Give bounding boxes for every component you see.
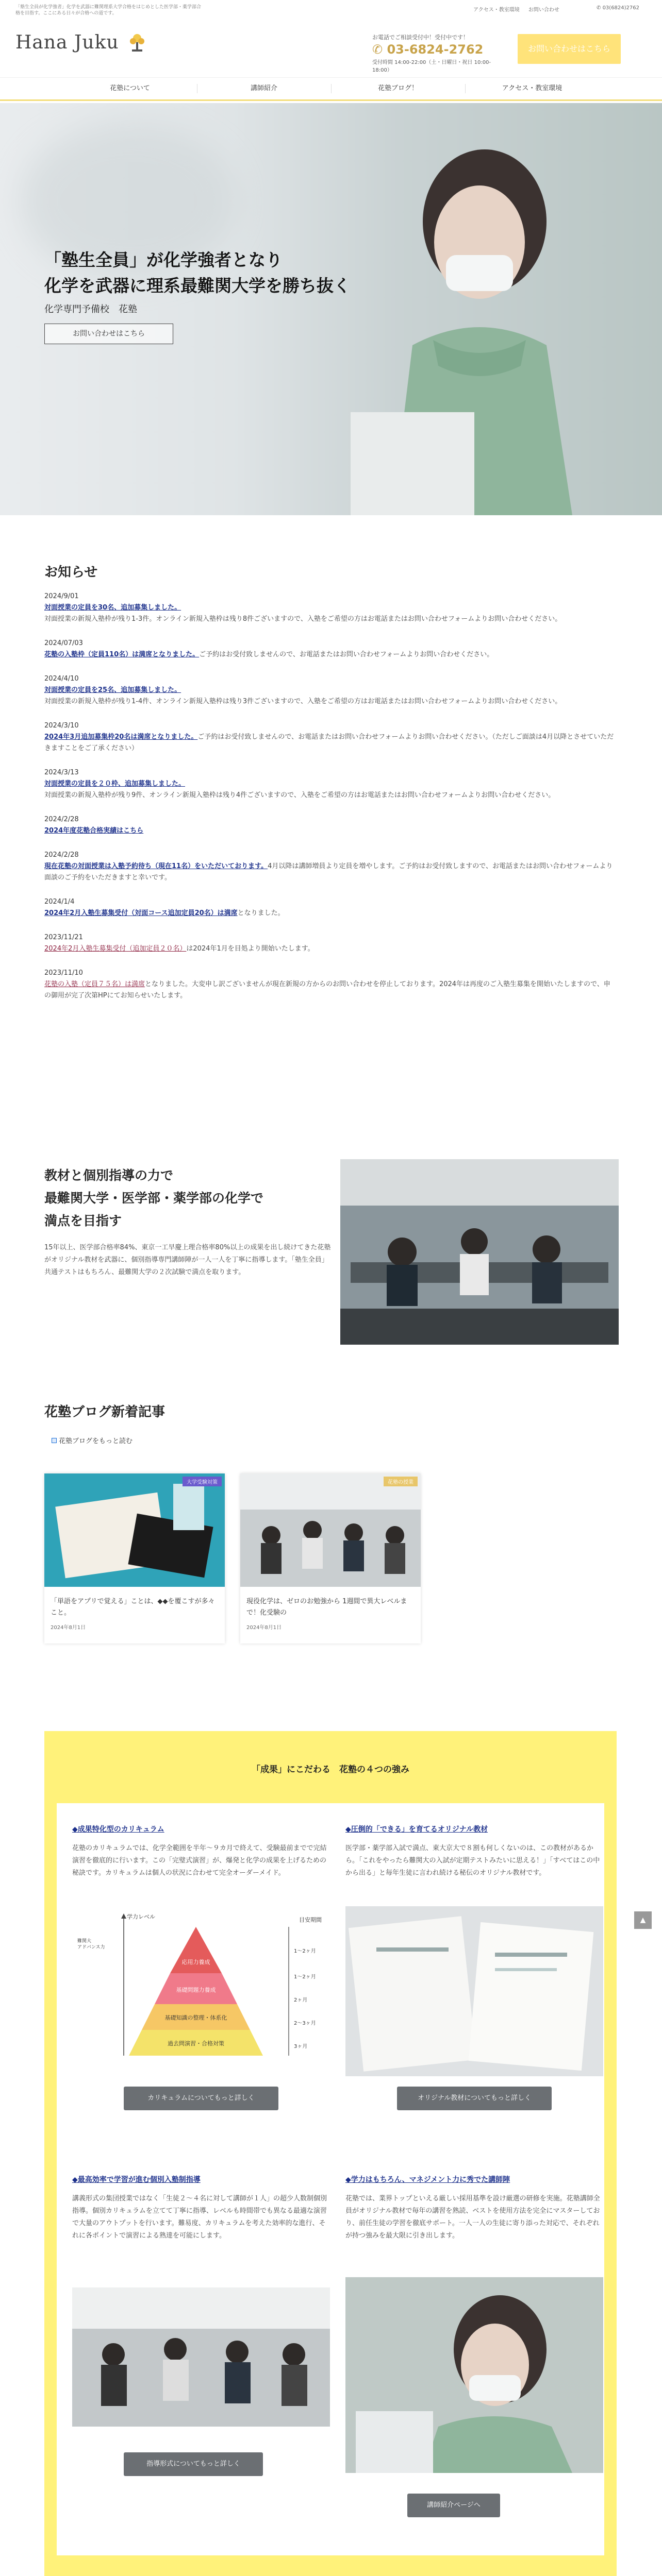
header-tagline: 「塾生全員が化学強者」化学を武器に難関理系大学合格をはじめとした医学部・薬学部合格を目指す。ここにある日々が合格への道です。	[15, 5, 202, 16]
news-text: 対面授業の新規入塾枠が残り9件、オンライン新規入塾枠は残り4件ございますので、入塾をご希望の方はお電話またはお問い合わせフォームよりお問い合わせください。	[44, 791, 555, 799]
contact-block	[372, 33, 506, 73]
news-highlight[interactable]: 花塾の入塾枠（定員110名）は満席となりました。	[44, 651, 200, 658]
teaching-title	[44, 1164, 263, 1232]
news-body	[44, 602, 617, 625]
classroom-photo	[340, 1159, 619, 1345]
hero-title-line1: 「塾生全員」が化学強者となり	[44, 250, 283, 270]
news-text: となりました。大変申し訳ございませんが現在新規の方からのお問い合わせを停止しております。2024年は再度のご入塾生募集を開始いたしますので、申の御用が完了次第HPにてお知らせいたします。	[44, 980, 610, 999]
news-body	[44, 649, 617, 660]
features-panel	[57, 1803, 604, 2555]
news-item	[44, 934, 617, 955]
news-text: は2024年1月を目処より開始いたします。	[186, 945, 315, 953]
news-highlight[interactable]: 対面授業の定員を30名、追加募集しました。	[44, 604, 181, 612]
site-header	[0, 0, 662, 77]
teaching-title-line3: 満点を目指す	[44, 1213, 122, 1228]
news-item	[44, 816, 617, 837]
teaching-text: 15年以上、医学部合格率84%、東京一工早慶上理合格率80%以上の成果を出し続けてきた花塾がオリジナル教材を武器に、個別指導専門講師陣が一人一人を丁寧に指導します。「塾生全員」共通テストはもちろん、最難関大学の２次試験で満点を取ります。	[44, 1244, 331, 1276]
feature-1-heading: ◆成果特化型のカリキュラム	[72, 1825, 164, 1834]
news-date: 2023/11/10	[44, 969, 83, 977]
blog-card-date: 2024年8月1日	[246, 1625, 282, 1631]
news-date: 2024/3/10	[44, 722, 79, 730]
news-body	[44, 825, 617, 837]
pyramid-level-base: 基礎知識の整理・体系化	[164, 2014, 227, 2021]
blog-thumbnail	[44, 1473, 225, 1587]
header-links	[473, 5, 567, 13]
news-heading: お知らせ	[44, 565, 98, 580]
news-text: 対面授業の新規入塾枠が残り1-3件。オンライン新規入塾枠は残り8件ございますので、入塾をご希望の方はお電話またはお問い合わせフォームよりお問い合わせください。	[44, 615, 562, 623]
pyramid-month-2: 1〜2ヶ月	[294, 1974, 316, 1980]
teaching-style-detail-button[interactable]: 指導形式についてもっと詳しく	[124, 2452, 263, 2476]
blog-card[interactable]	[240, 1473, 421, 1643]
hero-section	[0, 103, 662, 515]
teacher-photo	[345, 2277, 603, 2473]
nav-item-about[interactable]: 花塾について	[110, 84, 150, 92]
flower-logo-icon	[127, 31, 147, 54]
news-body	[44, 732, 617, 754]
pyramid-goal-label-2: アドバンス力	[77, 1945, 105, 1950]
news-item	[44, 898, 617, 919]
news-date: 2024/07/03	[44, 639, 83, 647]
news-highlight[interactable]: 2024年3月追加募集枠20名は満席となりました。	[44, 733, 198, 741]
news-highlight[interactable]: 対面授業の定員を25名、追加募集しました。	[44, 686, 181, 694]
pyramid-month-5: 3ヶ月	[294, 2044, 308, 2049]
textbook-photo	[345, 1906, 603, 2076]
contact-note: お電話でご相談受付中！受付中です！	[372, 34, 469, 41]
pyramid-axis-label: 学力レベル	[127, 1913, 155, 1920]
news-highlight[interactable]: 対面授業の定員を２０枠、追加募集しました。	[44, 780, 186, 788]
contact-phone-number: 03-6824-2762	[387, 42, 484, 57]
news-date: 2024/2/28	[44, 816, 79, 823]
feature-1-text: 花塾のカリキュラムでは、化学全範囲を半年〜９カ月で終えて、受験最前までで完結演習を徹底的に行います。この「完璧式演習」が、爆発と化学の成果を上げるための秘訣です。カリキュラムは個人の状況に合わせて完全オーダーメイド。	[72, 1844, 327, 1877]
news-highlight[interactable]: 2024年2月入塾生募集受付（対面コース追加定員20名）は満席	[44, 909, 238, 917]
classroom-teaching-photo	[72, 2287, 330, 2427]
nav-item-access[interactable]: アクセス・教室環境	[465, 78, 599, 99]
header-tel-number: 03(6824)2762	[602, 5, 639, 11]
news-body	[44, 778, 617, 801]
blog-more-icon	[52, 1438, 57, 1443]
news-highlight[interactable]: 2024年2月入塾生募集受付（追加定員２０名）	[44, 945, 187, 953]
header-tel-small[interactable]: ✆ 03(6824)2762	[597, 5, 639, 11]
blog-heading: 花塾ブログ新着記事	[44, 1404, 166, 1420]
news-date: 2023/11/21	[44, 934, 83, 941]
news-item	[44, 969, 617, 1002]
textbook-detail-button[interactable]: オリジナル教材についてもっと詳しく	[397, 2087, 552, 2110]
hero-contact-button[interactable]: お問い合わせはこちら	[44, 324, 173, 344]
hero-title	[44, 247, 351, 299]
contact-hours: 受付時間 14:00-22:00（土・日曜日・祝日 10:00-18:00）	[372, 60, 491, 73]
pyramid-level-basic: 基礎問題力養成	[176, 1987, 216, 1993]
blog-more-link[interactable]	[52, 1435, 133, 1445]
header-contact-button[interactable]: お問い合わせはこちら	[518, 34, 621, 64]
curriculum-pyramid-diagram	[67, 1906, 335, 2061]
curriculum-detail-button[interactable]: カリキュラムについてもっと詳しく	[124, 2087, 278, 2110]
news-text: となりました。	[237, 909, 285, 917]
feature-4-heading: ◆学力はもちろん、マネジメント力に秀でた講師陣	[345, 2176, 510, 2184]
pyramid-month-4: 2〜3ヶ月	[294, 2021, 316, 2026]
teaching-title-line1: 教材と個別指導の力で	[44, 1168, 174, 1183]
pyramid-months-label: 目安期間	[299, 1917, 322, 1923]
news-text: ご予約はお受付致しませんので、お電話またはお問い合わせフォームよりお問い合わせください。	[199, 651, 494, 658]
teachers-page-button[interactable]: 講師紹介ページへ	[407, 2494, 500, 2517]
blog-category-badge: 花塾の授業	[384, 1477, 418, 1486]
blog-card-date: 2024年8月1日	[51, 1625, 86, 1631]
features-section	[44, 1731, 617, 2576]
news-highlight[interactable]: 現在花塾の対面授業は入塾予約待ち（現在11名）をいただいております。	[44, 862, 268, 870]
nav-item-blog[interactable]: 花塾ブログ！	[331, 78, 465, 99]
header-link-access[interactable]: アクセス・教室環境	[473, 7, 520, 13]
feature-2-heading: ◆圧倒的「できる」を育てるオリジナル教材	[345, 1825, 488, 1834]
news-date: 2024/4/10	[44, 675, 79, 683]
nav-item-teachers[interactable]: 講師紹介	[197, 78, 331, 99]
pyramid-level-exam: 過去問演習・合格対策	[168, 2040, 224, 2047]
news-text: 4月以降は講師増員より定員を増やします。ご予約はお受付致しますので、お電話またはお問い合わせフォームより面談のご予約をいただきますと幸いです。	[44, 862, 613, 882]
news-item	[44, 722, 617, 754]
contact-phone[interactable]: ✆ 03-6824-2762	[372, 42, 484, 57]
blog-card[interactable]	[44, 1473, 225, 1643]
blog-card-title: 現役化学は、ゼロのお勉強から 1週間で異大レベルまで！化受験の	[246, 1598, 407, 1617]
header-link-contact[interactable]: お問い合わせ	[528, 7, 559, 13]
news-date: 2024/3/13	[44, 769, 79, 776]
news-item	[44, 851, 617, 884]
news-body	[44, 861, 617, 884]
main-nav	[0, 77, 662, 101]
blog-more-label: 花塾ブログをもっと読む	[59, 1437, 133, 1445]
blog-thumbnail	[240, 1473, 421, 1587]
news-date: 2024/1/4	[44, 898, 75, 906]
news-body	[44, 908, 617, 919]
news-item	[44, 769, 617, 801]
news-list	[44, 592, 617, 1016]
feature-4-text: 花塾では、業界トップといえる厳しい採用基準を設け厳選の研修を実施。花塾講師全員がオリジナル教材で毎年の講習を熟読、ベストを使用方法を完全にマスターしており、前任生徒の学習を徹底サポート。一人一人の生徒に寄り添った対応で、それぞれが持つ強みを最大限に引き出します。	[345, 2195, 600, 2240]
pyramid-goal-label: 難関大	[77, 1939, 92, 1944]
news-item	[44, 592, 617, 625]
pyramid-month-3: 2ヶ月	[294, 1997, 308, 2003]
feature-3-text: 講義形式の集団授業ではなく「生徒２〜４名に対して講師が１人」の超少人数制個別指導。個別カリキュラムを立てて丁寧に指導、レベルも時間帯でも異なる最適な演習で大量のアウトプットを行います。難易度、カリキュラムを考えた効率的な進行、それに各ポイントで演習による熟達を可能にします。	[72, 2195, 327, 2240]
news-item	[44, 639, 617, 660]
features-heading: 「成果」にこだわる 花塾の４つの強み	[252, 1765, 409, 1775]
hero-subtitle: 化学専門予備校 花塾	[44, 304, 137, 315]
news-highlight[interactable]: 花塾の入塾（定員７５名）は満席	[44, 980, 145, 988]
hero-student-image	[330, 124, 598, 515]
pyramid-month-1: 1〜2ヶ月	[294, 1948, 316, 1954]
feature-2-text: 医学部・薬学部入試で満点、東大京大で８割も何しくないのは、この教材があるから。「これをやったら難関大の入試が定期テストみたいに思える！」「すべてはこの中から出る」と毎年生徒に言われ続ける秘伝のオリジナル教材です。	[345, 1844, 600, 1877]
news-date: 2024/9/01	[44, 592, 79, 600]
news-body	[44, 979, 617, 1002]
news-text: ご予約はお受付致しませんので、お電話またはお問い合わせフォームよりお問い合わせください。（ただしご面談は4月以降とさせていただきますことをご了承ください）	[44, 733, 614, 752]
teaching-title-line2: 最難関大学・医学部・薬学部の化学で	[44, 1191, 264, 1206]
news-highlight[interactable]: 2024年度花塾合格実績はこちら	[44, 827, 144, 835]
news-item	[44, 675, 617, 707]
news-text: 対面授業の新規入塾枠が残り1-4件、オンライン新規入塾枠は残り3件ございますので、入塾をご希望の方はお電話またはお問い合わせフォームよりお問い合わせください。	[44, 698, 562, 705]
site-logo[interactable]: Hana Juku	[15, 32, 119, 53]
feature-3-heading: ◆最高効率で学習が進む個別入塾制指導	[72, 2176, 201, 2184]
news-body	[44, 685, 617, 707]
hero-title-line2: 化学を武器に理系最難関大学を勝ち抜く	[44, 276, 351, 296]
blog-card-title: 「単語をアプリで覚える」ことは、◆◆を覆こすが多々こと。	[51, 1598, 215, 1617]
back-to-top-button[interactable]: ▲	[634, 1911, 652, 1929]
news-date: 2024/2/28	[44, 851, 79, 859]
blog-category-badge: 大学受験対策	[183, 1477, 222, 1486]
news-body	[44, 943, 617, 955]
pyramid-level-apply: 応用力養成	[181, 1959, 210, 1965]
